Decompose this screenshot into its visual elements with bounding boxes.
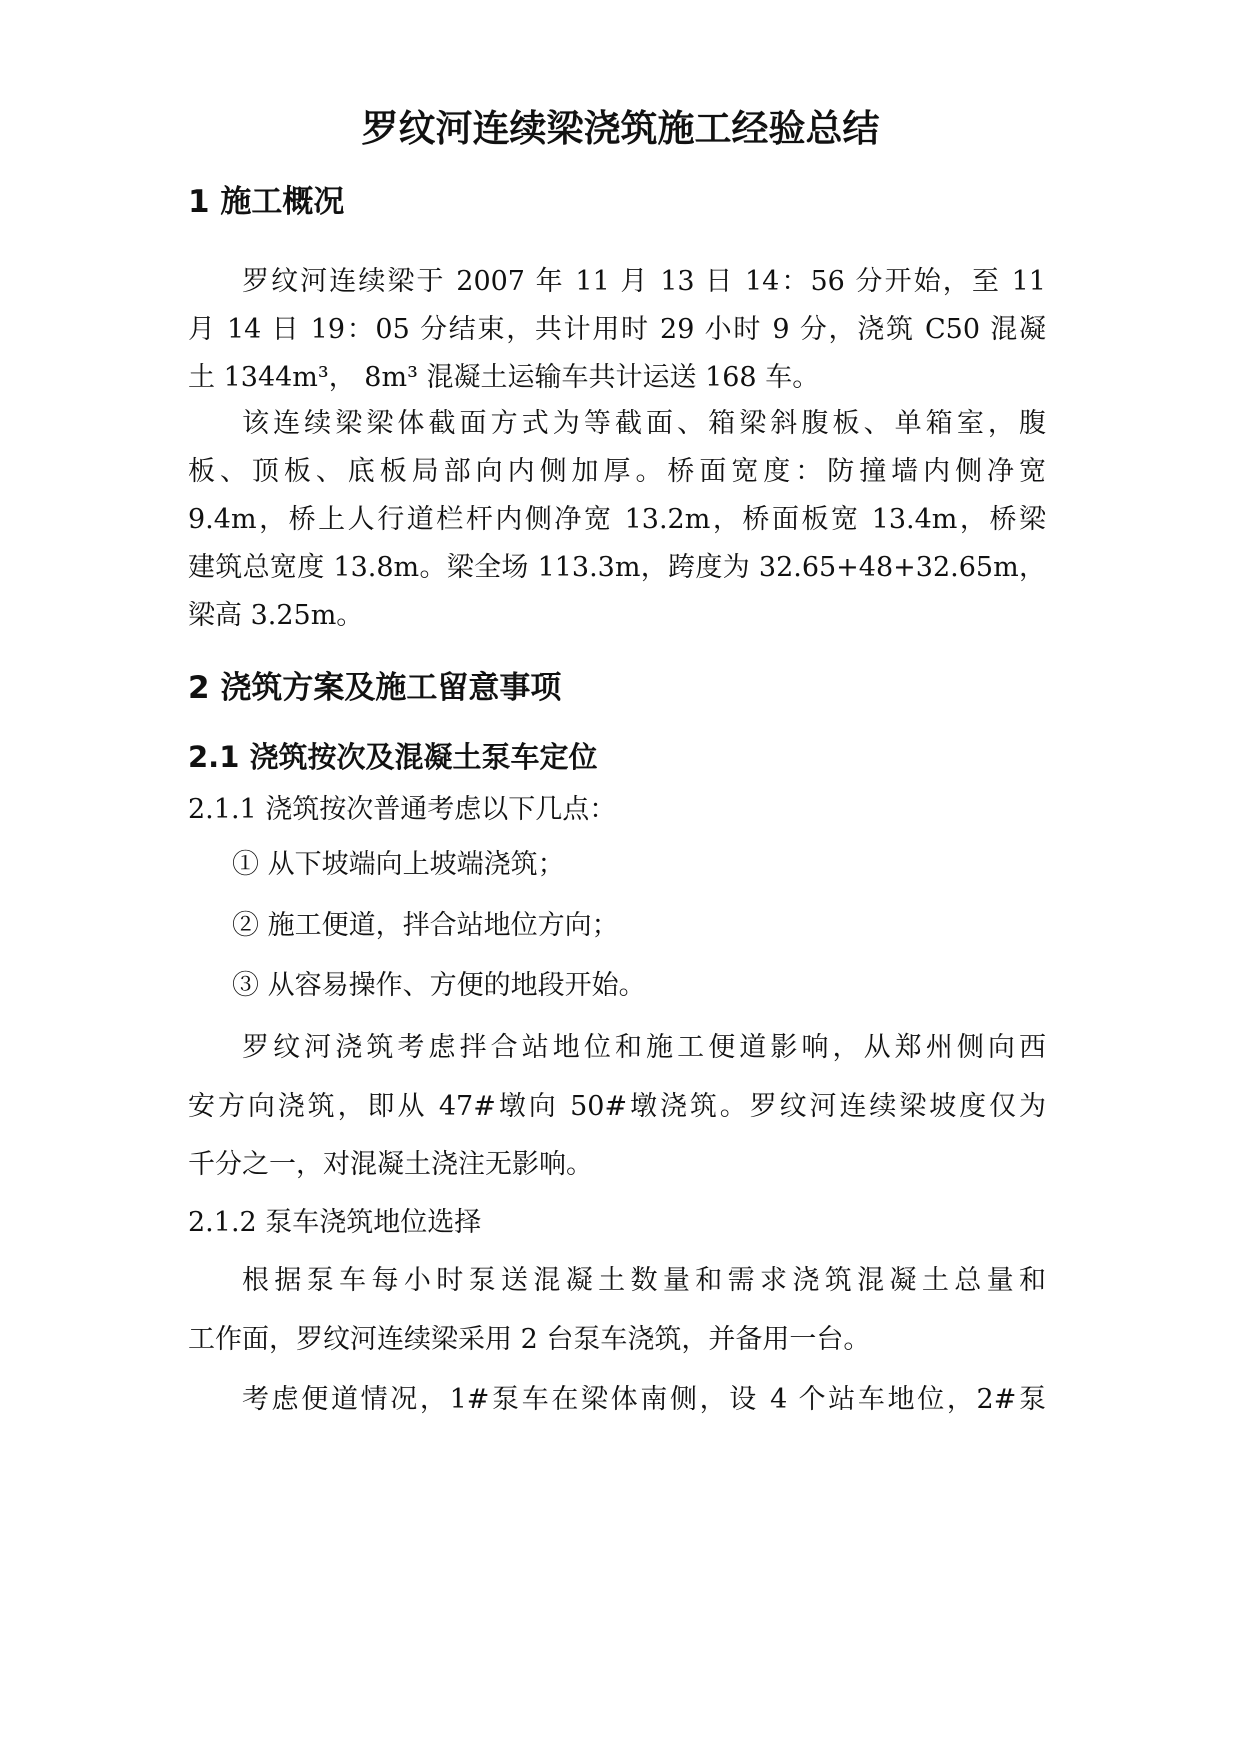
- section-2-1-para-2-line-1: 根据泵车每小时泵送混凝土数量和需求浇筑混凝土总量和: [242, 1265, 1046, 1296]
- section-2-1-heading: 2.1 浇筑按次及混凝土泵车定位: [188, 740, 598, 774]
- section-1-para-1-line-3: 土 1344m³， 8m³ 混凝土运输车共计运送 168 车。: [188, 362, 820, 393]
- section-1-para-2-line-2: 板、顶板、底板局部向内侧加厚。桥面宽度：防撞墙内侧净宽: [188, 456, 1046, 487]
- section-1-para-2-line-4: 建筑总宽度 13.8m。梁全场 113.3m，跨度为 32.65+48+32.65m，: [188, 552, 1046, 583]
- document-title: 罗纹河连续梁浇筑施工经验总结: [361, 107, 880, 150]
- list-item-1: ① 从下坡端向上坡端浇筑；: [232, 849, 565, 880]
- section-2-1-para-1-line-2: 安方向浇筑，即从 47#墩向 50#墩浇筑。罗纹河连续梁坡度仅为: [188, 1091, 1046, 1122]
- section-1-para-2-line-1: 该连续梁梁体截面方式为等截面、箱梁斜腹板、单箱室，腹: [242, 408, 1046, 439]
- section-1-para-1-line-2: 月 14 日 19：05 分结束，共计用时 29 小时 9 分，浇筑 C50 混凝: [188, 314, 1046, 345]
- section-1-para-2-line-3: 9.4m，桥上人行道栏杆内侧净宽 13.2m，桥面板宽 13.4m，桥梁: [188, 504, 1046, 535]
- section-2-heading: 2 浇筑方案及施工留意事项: [188, 670, 562, 706]
- list-item-3: ③ 从容易操作、方便的地段开始。: [232, 970, 646, 1001]
- section-2-1-para-1-line-1: 罗纹河浇筑考虑拌合站地位和施工便道影响，从郑州侧向西: [242, 1032, 1046, 1063]
- section-1-para-1-line-1: 罗纹河连续梁于 2007 年 11 月 13 日 14：56 分开始，至 11: [242, 266, 1046, 297]
- section-2-1-para-1-line-3: 千分之一，对混凝土浇注无影响。: [188, 1149, 593, 1180]
- list-item-2: ② 施工便道，拌合站地位方向；: [232, 910, 619, 941]
- item-2-1-1-title: 2.1.1 浇筑按次普通考虑以下几点：: [188, 794, 617, 825]
- section-1-heading: 1 施工概况: [188, 184, 345, 220]
- section-1-para-2-line-5: 梁高 3.25m。: [188, 600, 364, 631]
- item-2-1-2-title: 2.1.2 泵车浇筑地位选择: [188, 1207, 482, 1238]
- section-2-1-para-2-line-2: 工作面，罗纹河连续梁采用 2 台泵车浇筑，并备用一台。: [188, 1324, 871, 1355]
- section-2-1-para-3-line-1: 考虑便道情况，1#泵车在梁体南侧，设 4 个站车地位，2#泵: [242, 1384, 1046, 1415]
